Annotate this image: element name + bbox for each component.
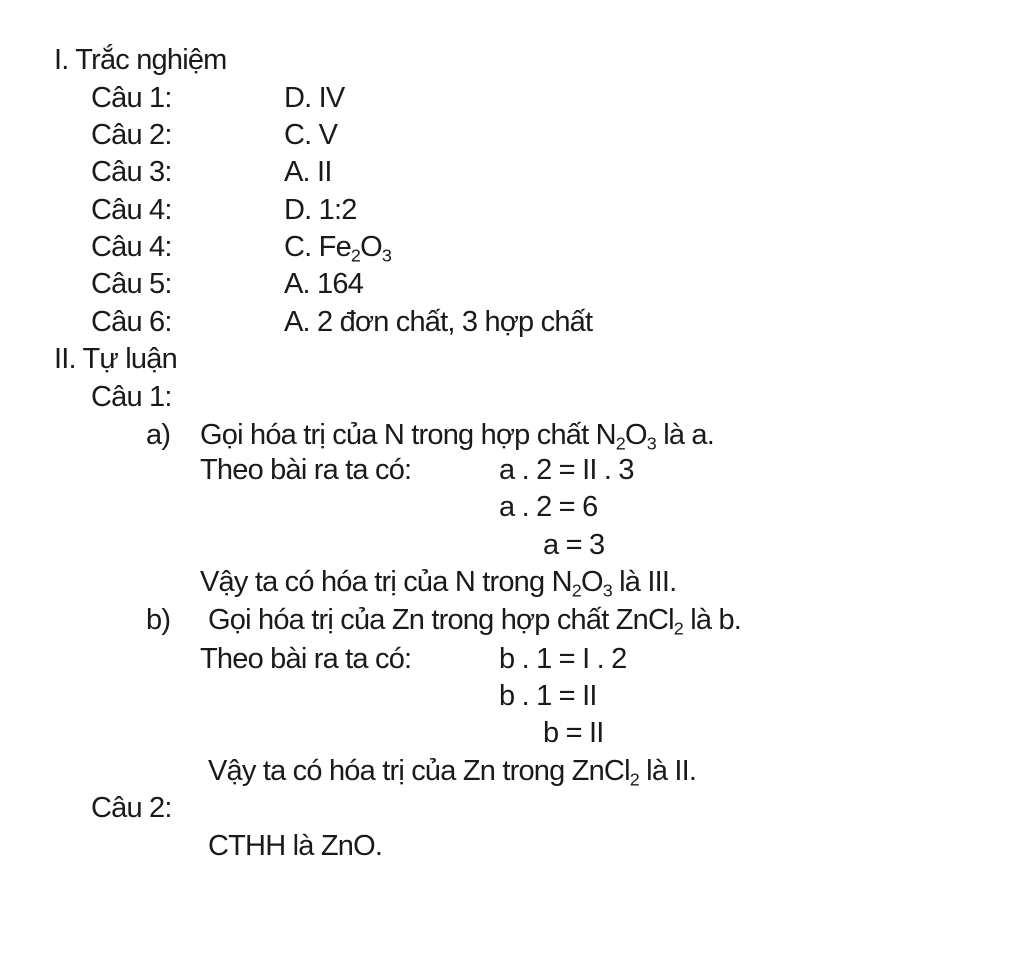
essay-question-2-label: Câu 2: xyxy=(91,792,172,824)
part-b-intro: Gọi hóa trị của Zn trong hợp chất ZnCl$_2$ là b. xyxy=(208,604,742,639)
question-answer: C. V xyxy=(284,119,338,151)
question-answer: D. 1:2 xyxy=(284,194,357,226)
question-label: Câu 6: xyxy=(91,306,172,338)
part-a-equation-3: a = 3 xyxy=(543,529,605,561)
question-label: Câu 4: xyxy=(91,231,172,263)
part-b-equation-3: b = II xyxy=(543,717,604,749)
question-label: Câu 3: xyxy=(91,156,172,188)
question-label: Câu 4: xyxy=(91,194,172,226)
question-answer: D. IV xyxy=(284,82,345,114)
question-answer: C. $Fe_2O_3$ xyxy=(284,231,392,266)
part-a-equation-1: a . 2 = II . 3 xyxy=(499,454,634,486)
question-answer: A. II xyxy=(284,156,332,188)
part-b-marker: b) xyxy=(146,604,171,636)
part-b-theo: Theo bài ra ta có: xyxy=(200,643,412,675)
part-a-conclusion: Vậy ta có hóa trị của N trong $N_2O_3$ là III. xyxy=(200,566,677,601)
part-a-theo: Theo bài ra ta có: xyxy=(200,454,412,486)
question-answer: A. 2 đơn chất, 3 hợp chất xyxy=(284,306,593,338)
part-b-equation-1: b . 1 = I . 2 xyxy=(499,643,627,675)
part2-heading: II. Tự luận xyxy=(54,343,177,375)
part-a-equation-2: a . 2 = 6 xyxy=(499,491,598,523)
question-label: Câu 1: xyxy=(91,82,172,114)
question-label: Câu 2: xyxy=(91,119,172,151)
part-b-conclusion: Vậy ta có hóa trị của Zn trong ZnCl$_2$ là II. xyxy=(208,755,697,790)
part-a-intro: Gọi hóa trị của N trong hợp chất $N_2O_3$ là a. xyxy=(200,419,715,454)
part-b-equation-2: b . 1 = II xyxy=(499,680,597,712)
part-a-marker: a) xyxy=(146,419,171,451)
essay-question-1-label: Câu 1: xyxy=(91,381,172,413)
question-answer: A. 164 xyxy=(284,268,364,300)
part1-heading: I. Trắc nghiệm xyxy=(54,44,227,76)
question-label: Câu 5: xyxy=(91,268,172,300)
essay-question-2-answer: CTHH là ZnO. xyxy=(208,830,383,862)
